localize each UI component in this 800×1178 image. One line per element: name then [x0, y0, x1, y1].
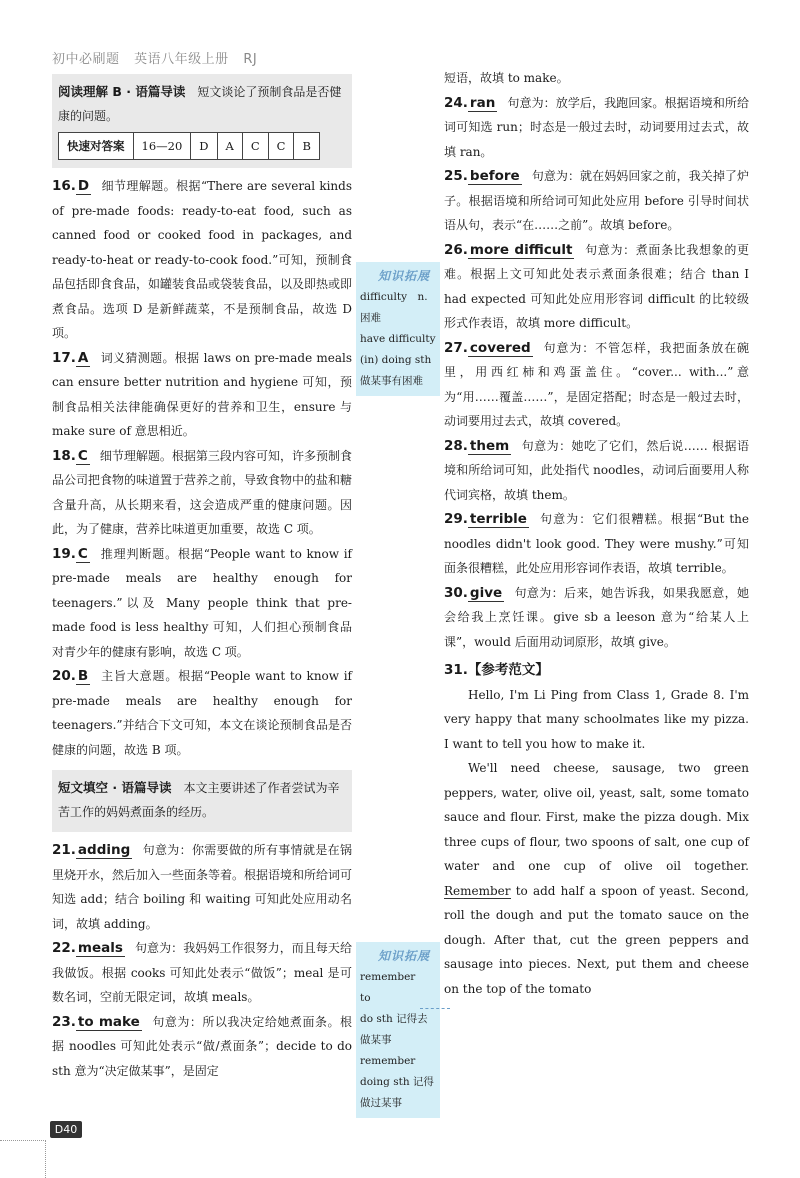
question-answer: B	[77, 668, 89, 684]
question-number: 29.	[444, 511, 468, 527]
tip-line: 困难	[360, 312, 381, 324]
question-item	[444, 238, 749, 336]
cloze-desc: 本文主要讲述了作者尝试为辛苦工作的妈妈煮面条的经历。	[58, 781, 340, 819]
question-item	[52, 1010, 352, 1084]
essay-paragraph	[444, 756, 749, 1001]
tip-line: difficulty n.	[360, 291, 428, 303]
question-answer: to make	[77, 1013, 140, 1030]
question-explanation: 词义猜测题。根据 laws on pre-made meals can ensure better nutrition and hygiene 可知，预制食品相关法律能确保更好的营养和卫生，ensure 与 make sure of 意思相近。	[52, 350, 352, 438]
question-item	[444, 164, 749, 238]
question-number: 23.	[52, 1013, 76, 1030]
essay-paragraph: Hello, I'm Li Ping from Class 1, Grade 8. I'm very happy that many schoolmates like my pizza. I want to tell you how to make it.	[444, 687, 749, 751]
tip-line: 做某事有困难	[360, 375, 423, 387]
reading-guide-box	[52, 74, 352, 168]
essay-block	[444, 658, 749, 1001]
answer-cell: C	[242, 133, 268, 160]
answer-cell: B	[294, 133, 319, 160]
question-number: 18.	[52, 447, 76, 464]
question-explanation: 句意为：你需要做的所有事情就是在锅里烧开水，然后加入一些面条等着。根据语境和所给词可知选 add；结合 boiling 和 waiting 可知此处应用动名词，故填 adding。	[52, 843, 353, 931]
question-explanation: 推理判断题。根据“People want to know if pre-made meals are healthy enough for teenagers.”以及 Many people think that pre-made food is less healthy 可知，人们担心预制食品对青少年的健康有影响，故选 C 项。	[52, 546, 352, 659]
question-item	[444, 581, 749, 655]
question-number: 20.	[52, 668, 76, 684]
question-item	[52, 346, 352, 444]
question-explanation: 句意为：它们很糟糕。根据“But the noodles didn't look good. They were mushy.”可知面条很糟糕，此处应用形容词作表语，故填 terrible。	[444, 512, 749, 575]
left-column	[52, 74, 352, 1083]
answer-cell: D	[191, 133, 217, 160]
question-number: 25.	[444, 168, 468, 184]
question-item	[444, 434, 749, 508]
question-answer: more difficult	[469, 241, 573, 258]
answer-range: 16—20	[133, 133, 191, 160]
question-explanation: 细节理解题。根据“There are several kinds of pre-made foods: ready-to-eat food, such as canned food or cooked food in packages, and ready-to-heat or ready-to-cook food.”可知，预制食品包括即食食品，如罐装食品或袋装食品，以及即热或即煮食品。选项 D 是新鲜蔬菜，不是预制食品，故选 D 项。	[52, 179, 353, 340]
question-number: 21.	[52, 842, 76, 858]
tip-line: remember	[360, 1055, 416, 1067]
cloze-title: 短文填空 · 语篇导读	[58, 780, 172, 795]
question-answer: terrible	[469, 511, 527, 527]
question-explanation: 句意为：不管怎样，我把面条放在碗里，用西红柿和鸡蛋盖住。“cover... with...”意为“用……覆盖……”，是固定搭配；时态是一般过去时，动词要用过去式，故填 covered。	[444, 340, 749, 428]
answer-cell: C	[268, 133, 294, 160]
answer-table	[58, 132, 320, 160]
question-answer: adding	[77, 842, 131, 858]
tip-line: have difficulty	[360, 333, 436, 345]
question-number: 17.	[52, 349, 76, 366]
tip-line: remember to	[360, 971, 426, 1004]
question-answer: C	[77, 545, 88, 562]
question-number: 27.	[444, 339, 468, 356]
page-number: D40	[50, 1121, 82, 1138]
essay-label: 【参考范文】	[467, 662, 549, 678]
question-number: 19.	[52, 545, 76, 562]
question-answer: A	[77, 349, 89, 366]
subject-title: 英语八年级上册	[134, 52, 229, 67]
question-explanation: 句意为：煮面条比我想象的更难。根据上文可知此处表示煮面条很难；结合 than I had expected 可知此处应用形容词 difficult 的比较级形式作表语，故填 more difficult。	[444, 242, 749, 330]
question-answer: give	[469, 584, 503, 601]
tip-title: 知识拓展	[378, 949, 431, 963]
question-answer: ran	[469, 94, 496, 111]
question-number: 26.	[444, 241, 468, 258]
question-explanation: 句意为：放学后，我跑回家。根据语境和所给词可知选 run；时态是一般过去时，动词要用过去式，故填 ran。	[444, 95, 749, 159]
question-number: 24.	[444, 94, 468, 111]
tip-line: (in) doing sth	[360, 354, 432, 366]
question-answer: D	[77, 178, 90, 194]
question-item	[52, 542, 352, 665]
book-title: 初中必刷题	[52, 52, 120, 67]
question-answer: meals	[77, 940, 123, 956]
page-header	[52, 48, 267, 67]
question-item	[52, 174, 352, 346]
essay-text: We'll need cheese, sausage, two green peppers, water, olive oil, yeast, salt, some tomato sauce and flour. First, make the pizza dough. Mix three cups of flour, two spoons of salt, one cup of water and one cup of olive oil together.	[444, 761, 749, 873]
question-item	[52, 936, 352, 1010]
question-number: 22.	[52, 940, 76, 956]
question-number: 16.	[52, 178, 76, 194]
question-answer: them	[469, 437, 510, 454]
answer-label: 快速对答案	[59, 133, 134, 160]
question-explanation: 句意为：我妈妈工作很努力，而且每天给我做饭。根据 cooks 可知此处表示“做饭”；meal 是可数名词，空前无限定词，故填 meals。	[52, 941, 352, 1004]
question-item	[52, 838, 352, 936]
knowledge-tip-1	[356, 262, 440, 396]
cloze-guide-box	[52, 770, 352, 832]
question-item	[52, 444, 352, 542]
question-number: 31.	[444, 662, 468, 678]
question-answer: C	[77, 447, 88, 464]
question-number: 28.	[444, 437, 468, 454]
question-explanation: 细节理解题。根据第三段内容可知，许多预制食品公司把食物的味道置于营养之前，导致食物中的盐和糖含量升高，从长期来看，这会造成严重的健康问题。因此，为了健康，营养比味道更加重要，故选 C 项。	[52, 448, 353, 536]
question-item	[444, 336, 749, 434]
question-answer: covered	[469, 339, 531, 356]
tip-title: 知识拓展	[378, 269, 431, 283]
reading-title: 阅读理解 B · 语篇导读	[58, 84, 186, 99]
edition-label: RJ	[243, 52, 258, 67]
knowledge-tip-2	[356, 942, 440, 1118]
tip-line: do sth 记得去	[360, 1013, 428, 1025]
question-explanation: 短语，故填 to make。	[444, 71, 569, 85]
essay-text: to add half a spoon of yeast. Second, roll the dough and put the tomato sauce on the dough. After that, cut the green peppers and sausage into pieces. Next, put them and cheese on the top of the tomato	[444, 883, 749, 996]
question-number: 30.	[444, 584, 468, 601]
tip-line: 做某事	[360, 1034, 392, 1046]
question-item	[444, 507, 749, 581]
right-column	[444, 66, 749, 1001]
question-explanation: 句意为：她吃了它们，然后说…… 根据语境和所给词可知，此处指代 noodles，动词后面要用人称代词宾格，故填 them。	[444, 438, 749, 502]
question-item	[52, 664, 352, 762]
question-answer: before	[469, 168, 520, 184]
corner-decoration	[0, 1140, 46, 1178]
question-explanation: 句意为：后来，她告诉我，如果我愿意，她会给我上烹饪课。give sb a leeson 意为“给某人上课”，would 后面用动词原形，故填 give。	[444, 585, 749, 649]
question-item	[444, 66, 749, 91]
question-explanation: 主旨大意题。根据“People want to know if pre-made meals are healthy enough for teenagers.”并结合下文可知，本文在谈论预制食品是否健康的问题，故选 B 项。	[52, 669, 352, 757]
question-explanation: 句意为：所以我决定给她煮面条。根据 noodles 可知此处表示“做/煮面条”；decide to do sth 意为“决定做某事”，是固定	[52, 1014, 352, 1078]
reading-desc: 短文谈论了预制食品是否健康的问题。	[58, 85, 342, 123]
tip-pointer-line	[420, 1008, 450, 1009]
tip-line: doing sth 记得	[360, 1076, 434, 1088]
question-explanation: 句意为：就在妈妈回家之前，我关掉了炉子。根据语境和所给词可知此处应用 before 引导时间状语从句，表示“在……之前”。故填 before。	[444, 169, 749, 232]
essay-underlined-word: Remember	[444, 883, 511, 898]
question-item	[444, 91, 749, 165]
tip-line: 做过某事	[360, 1097, 402, 1109]
answer-cell: A	[217, 133, 242, 160]
